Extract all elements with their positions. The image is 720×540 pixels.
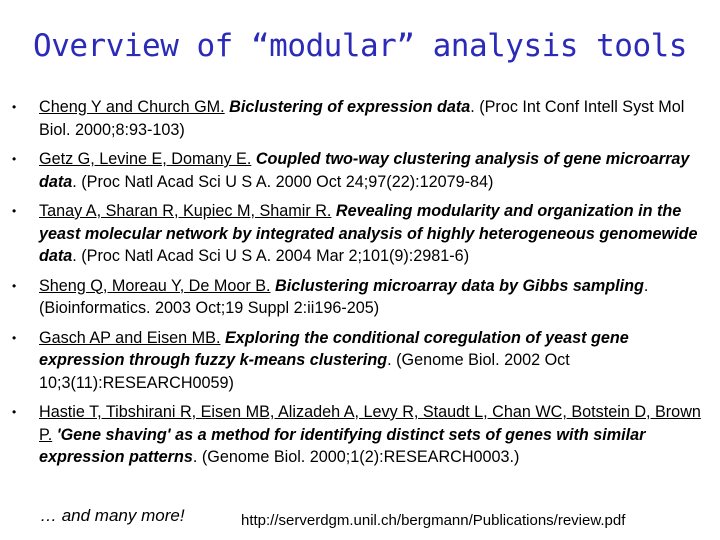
bullet: • [12,405,17,419]
reference-authors-link[interactable]: Tanay A, Sharan R, Kupiec M, Shamir R. [39,202,332,220]
reference-item [0,200,720,268]
reference-title: Exploring the conditional coregulation of yeast gene expression through fuzzy k-means clustering [39,328,629,369]
reference-title: 'Gene shaving' as a method for identifying distinct sets of genes with similar expression patterns [39,425,646,466]
bullet: • [12,330,17,345]
reference-citation: . (Proc Natl Acad Sci U S A. 2004 Mar 2;101(9):2981-6) [72,247,470,265]
reference-item [0,148,720,193]
reference-item [0,96,720,141]
reference-item [0,275,720,320]
reference-list [0,96,720,476]
bullet: • [12,152,17,166]
reference-citation: . (Genome Biol. 2002 Oct 10;3(11):RESEARCH0059) [39,351,570,392]
reference-title: Biclustering microarray data by Gibbs sampling [270,276,644,295]
reference-title: Coupled two-way clustering analysis of gene microarray data [39,150,690,191]
reference-title: Revealing modularity and organization in the yeast molecular network by integrated analysis of highly heterogeneous genomewide data [39,202,698,265]
review-url-link[interactable]: http://serverdgm.unil.ch/bergmann/Publications/review.pdf [241,512,626,529]
many-more-note: … and many more! [40,506,185,525]
reference-authors-link[interactable]: Cheng Y and Church GM. [39,98,225,116]
reference-authors-link[interactable]: Hastie T, Tibshirani R, Eisen MB, Alizadeh A, Levy R, Staudt L, Chan WC, Botstein D, Brown P. [39,403,701,444]
slide-title: Overview of “modular” analysis tools [33,28,687,64]
reference-authors-link[interactable]: Gasch AP and Eisen MB. [39,328,221,347]
reference-authors-link[interactable]: Getz G, Levine E, Domany E. [39,150,252,168]
bullet: • [12,204,17,218]
reference-title: Biclustering of expression data [224,98,471,116]
bullet: • [12,100,17,114]
reference-citation: . (Proc Natl Acad Sci U S A. 2000 Oct 24;97(22):12079-84) [72,172,494,191]
reference-citation: . (Proc Int Conf Intell Syst Mol Biol. 2000;8:93-103) [39,98,685,139]
reference-citation: . (Genome Biol. 2000;1(2):RESEARCH0003.) [192,448,520,466]
reference-authors-link[interactable]: Sheng Q, Moreau Y, De Moor B. [39,276,271,295]
reference-item [0,401,720,469]
bullet: • [12,278,17,293]
reference-citation: . (Bioinformatics. 2003 Oct;19 Suppl 2:ii196-205) [39,276,649,317]
reference-item [0,327,720,395]
